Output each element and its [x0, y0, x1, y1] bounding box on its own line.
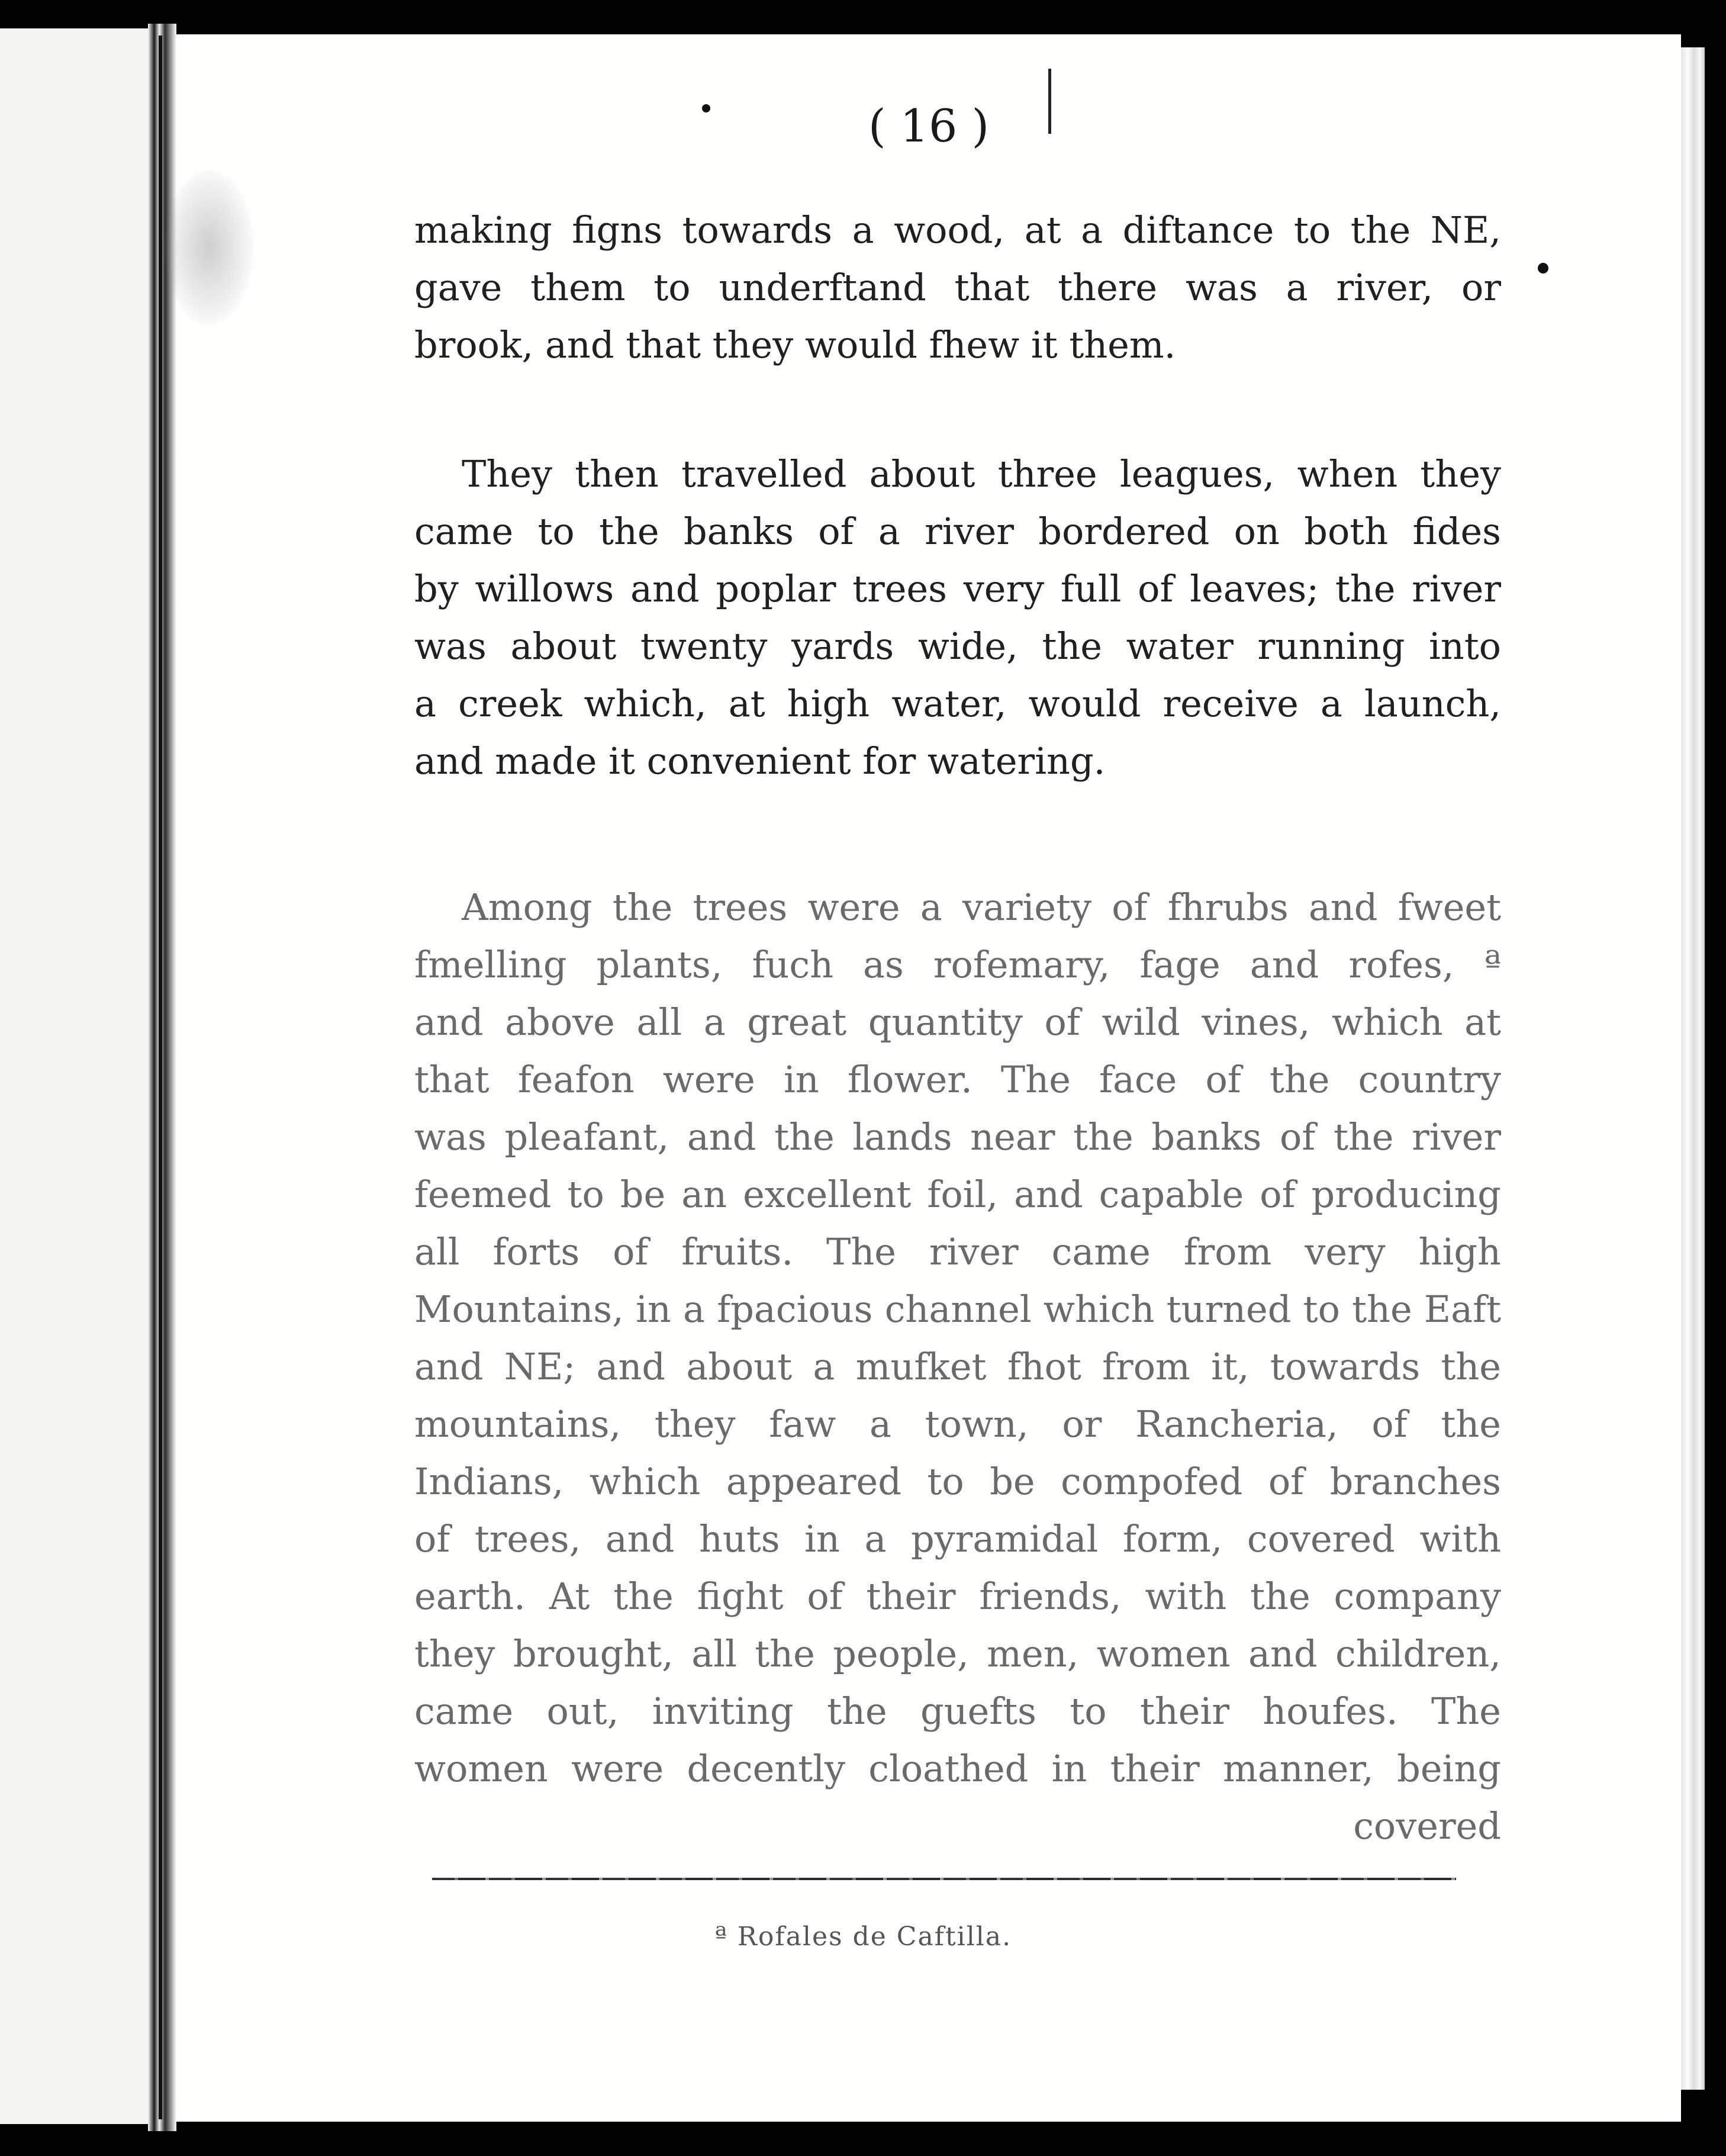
text-line: a creek which, at high water, would receive a launch, [414, 682, 1501, 725]
text-line: was about twenty yards wide, the water running into [414, 625, 1501, 668]
page-number: ( 16 ) [868, 99, 990, 152]
text-line: and NE; and about a mufket fhot from it, towards the [414, 1345, 1501, 1388]
text-line: fmelling plants, fuch as rofemary, fage and rofes, ª [414, 943, 1501, 986]
gutter-shadow-line [159, 36, 162, 2119]
ink-dot [702, 104, 710, 112]
text-line: making figns towards a wood, at a diftance to the NE, [414, 208, 1501, 252]
text-line: and above all a great quantity of wild vines, which at [414, 1000, 1501, 1044]
paragraph-1 [414, 201, 1501, 374]
text-line: that feafon were in flower. The face of the country [414, 1058, 1501, 1101]
text-line: brook, and that they would fhew it them. [414, 323, 1176, 366]
text-line: earth. At the fight of their friends, with the company [414, 1575, 1501, 1618]
text-line: and made it convenient for watering. [414, 739, 1106, 783]
text-line: was pleafant, and the lands near the banks of the river [414, 1115, 1501, 1159]
text-line: Indians, which appeared to be compofed of branches [414, 1460, 1501, 1503]
paragraph-3 [414, 879, 1501, 1855]
thumbprint-smudge [165, 170, 253, 324]
text-line: of trees, and huts in a pyramidal form, covered with [414, 1517, 1501, 1560]
text-line: came out, inviting the guefts to their houfes. The [414, 1690, 1501, 1733]
text-line: came to the banks of a river bordered on both fides [414, 510, 1501, 553]
text-line: they brought, all the people, men, women and children, [414, 1632, 1501, 1675]
page-edge-stack [1681, 47, 1705, 2090]
footnote: ª Rofales de Caftilla. [714, 1922, 1012, 1952]
catchword: covered [1353, 1804, 1501, 1848]
text-line: gave them to underftand that there was a river, or [414, 266, 1501, 309]
text-line: women were decently cloathed in their manner, being [414, 1747, 1501, 1790]
text-line: Mountains, in a fpacious channel which turned to the Eaft [414, 1288, 1501, 1331]
facing-page-remnant [0, 28, 148, 2124]
text-line: mountains, they faw a town, or Rancheria, of the [414, 1402, 1501, 1446]
text-line: Among the trees were a variety of fhrubs and fweet [462, 886, 1501, 929]
text-line: all forts of fruits. The river came from very high [414, 1230, 1501, 1273]
text-line: by willows and poplar trees very full of leaves; the river [414, 567, 1501, 610]
footnote-rule [432, 1878, 1456, 1880]
paragraph-2 [414, 445, 1501, 790]
ink-dot [1538, 263, 1548, 273]
book-gutter [148, 24, 176, 2131]
text-line: They then travelled about three leagues, when they [462, 452, 1501, 495]
text-line: feemed to be an excellent foil, and capable of producing [414, 1173, 1501, 1216]
